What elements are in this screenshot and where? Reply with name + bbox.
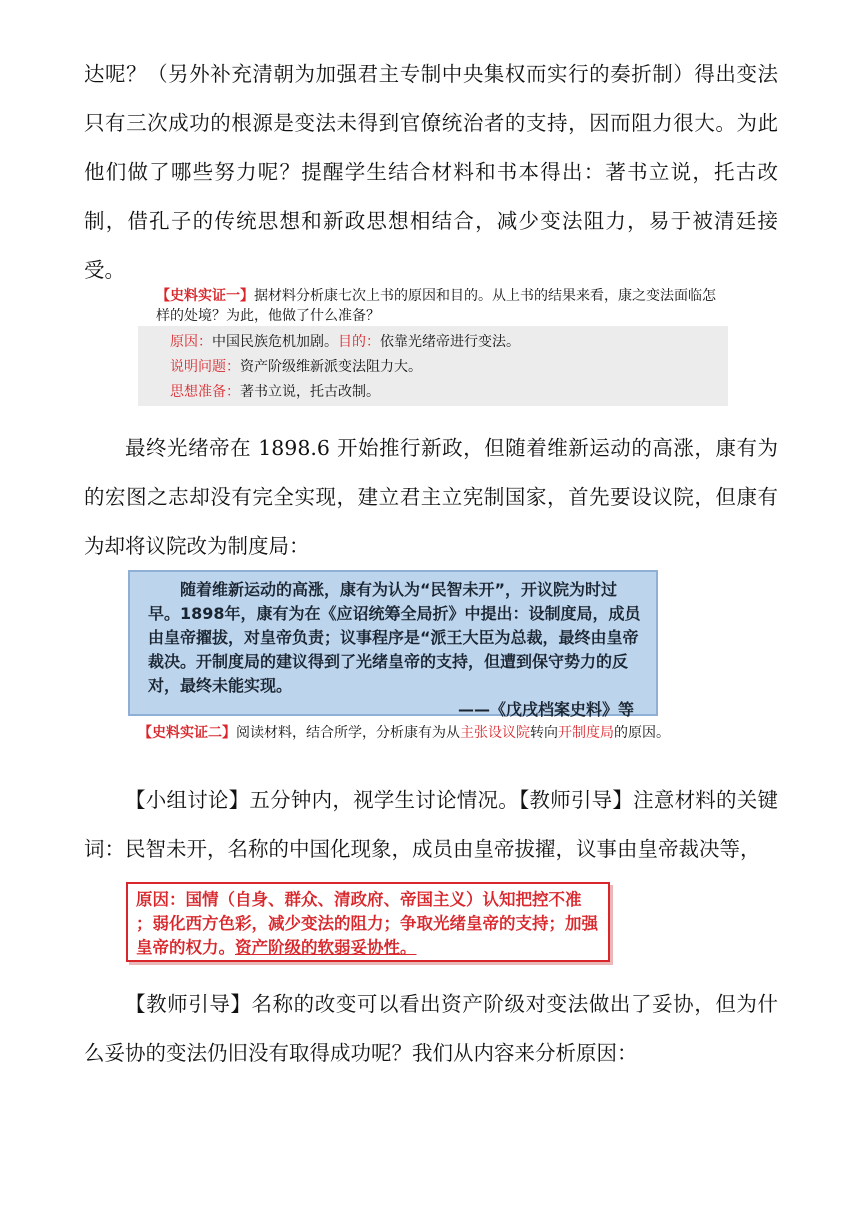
prep-label: 思想准备： bbox=[170, 384, 240, 400]
evidence-1-tag: 【史料实证一】 bbox=[156, 288, 254, 304]
purpose-text: 依靠光绪帝进行变法。 bbox=[380, 334, 520, 350]
paragraph-1: 达呢？（另外补充清朝为加强君主专制中央集权而实行的奏折制）得出变法只有三次成功的根源是变法未得到官僚统治者的支持，因而阻力很大。为此他们做了哪些努力呢？提醒学生结合材料和书本得出：著书立说，托古改制，借孔子的传统思想和新政思想相结合，减少变法阻力，易于被清廷接受。 bbox=[84, 62, 778, 282]
evidence-quote-box bbox=[128, 570, 658, 719]
evidence-2-text-b: 转向 bbox=[530, 725, 558, 741]
evidence-1-question-text: 据材料分析康七次上书的原因和目的。从上书的结果来看，康之变法面临怎样的处境？为此，他做了什么准备？ bbox=[156, 288, 716, 324]
term-parliament: 主张设议院 bbox=[460, 725, 530, 741]
paragraph-2: 最终光绪帝在 1898.6 开始推行新政，但随着维新运动的高涨，康有为的宏图之志却没有完全实现，建立君主立宪制国家，首先要设议院，但康有为却将议院改为制度局： bbox=[84, 436, 778, 558]
evidence-2-text-a: 阅读材料，结合所学，分析康有为从 bbox=[236, 725, 460, 741]
evidence-2-text-c: 的原因。 bbox=[614, 725, 670, 741]
reason-label: 原因： bbox=[170, 334, 212, 350]
evidence-answer-box bbox=[126, 882, 610, 962]
prep-text: 著书立说，托古改制。 bbox=[240, 384, 380, 400]
quote-source: ——《戊戌档案史料》等 bbox=[457, 700, 634, 719]
issue-label: 说明问题： bbox=[170, 359, 240, 375]
evidence-1-issue-line bbox=[170, 355, 728, 380]
purpose-label: 目的： bbox=[338, 334, 380, 350]
issue-text: 资产阶级维新派变法阻力大。 bbox=[240, 359, 422, 375]
answer-underlined: 资产阶级的软弱妥协性。 bbox=[235, 938, 417, 957]
paragraph-4: 【教师引导】名称的改变可以看出资产阶级对变法做出了妥协，但为什么妥协的变法仍旧没有取得成功呢？我们从内容来分析原因： bbox=[84, 992, 778, 1065]
reason-text: 中国民族危机加剧。 bbox=[212, 334, 338, 350]
evidence-1-answer bbox=[138, 326, 728, 406]
evidence-1-reason-line bbox=[170, 330, 728, 355]
evidence-box-1 bbox=[138, 280, 728, 406]
evidence-1-question bbox=[138, 280, 726, 326]
paragraph-3: 【小组讨论】五分钟内，视学生讨论情况。【教师引导】注意材料的关键词：民智未开，名称的中国化现象，成员由皇帝拔擢，议事由皇帝裁决等， bbox=[84, 788, 778, 861]
term-bureau: 开制度局 bbox=[558, 725, 614, 741]
evidence-2-question bbox=[138, 722, 678, 744]
evidence-2-tag: 【史料实证二】 bbox=[138, 725, 236, 741]
quote-text: 随着维新运动的高涨，康有为认为“民智未开”，开议院为时过早。1898年，康有为在《应诏统筹全局折》中提出：设制度局，成员由皇帝擢拔，对皇帝负责；议事程序是“派王大臣为总裁，最终由皇帝裁决。开制度局的建议得到了光绪皇帝的支持，但遭到保守势力的反对，最终未能实现。 bbox=[148, 580, 641, 695]
evidence-1-prep-line bbox=[170, 380, 728, 405]
answer-text: 原因：国情（自身、群众、清政府、帝国主义）认知把控不准 ；弱化西方色彩，减少变法的阻力；争取光绪皇帝的支持；加强皇帝的权力。 bbox=[136, 890, 598, 957]
